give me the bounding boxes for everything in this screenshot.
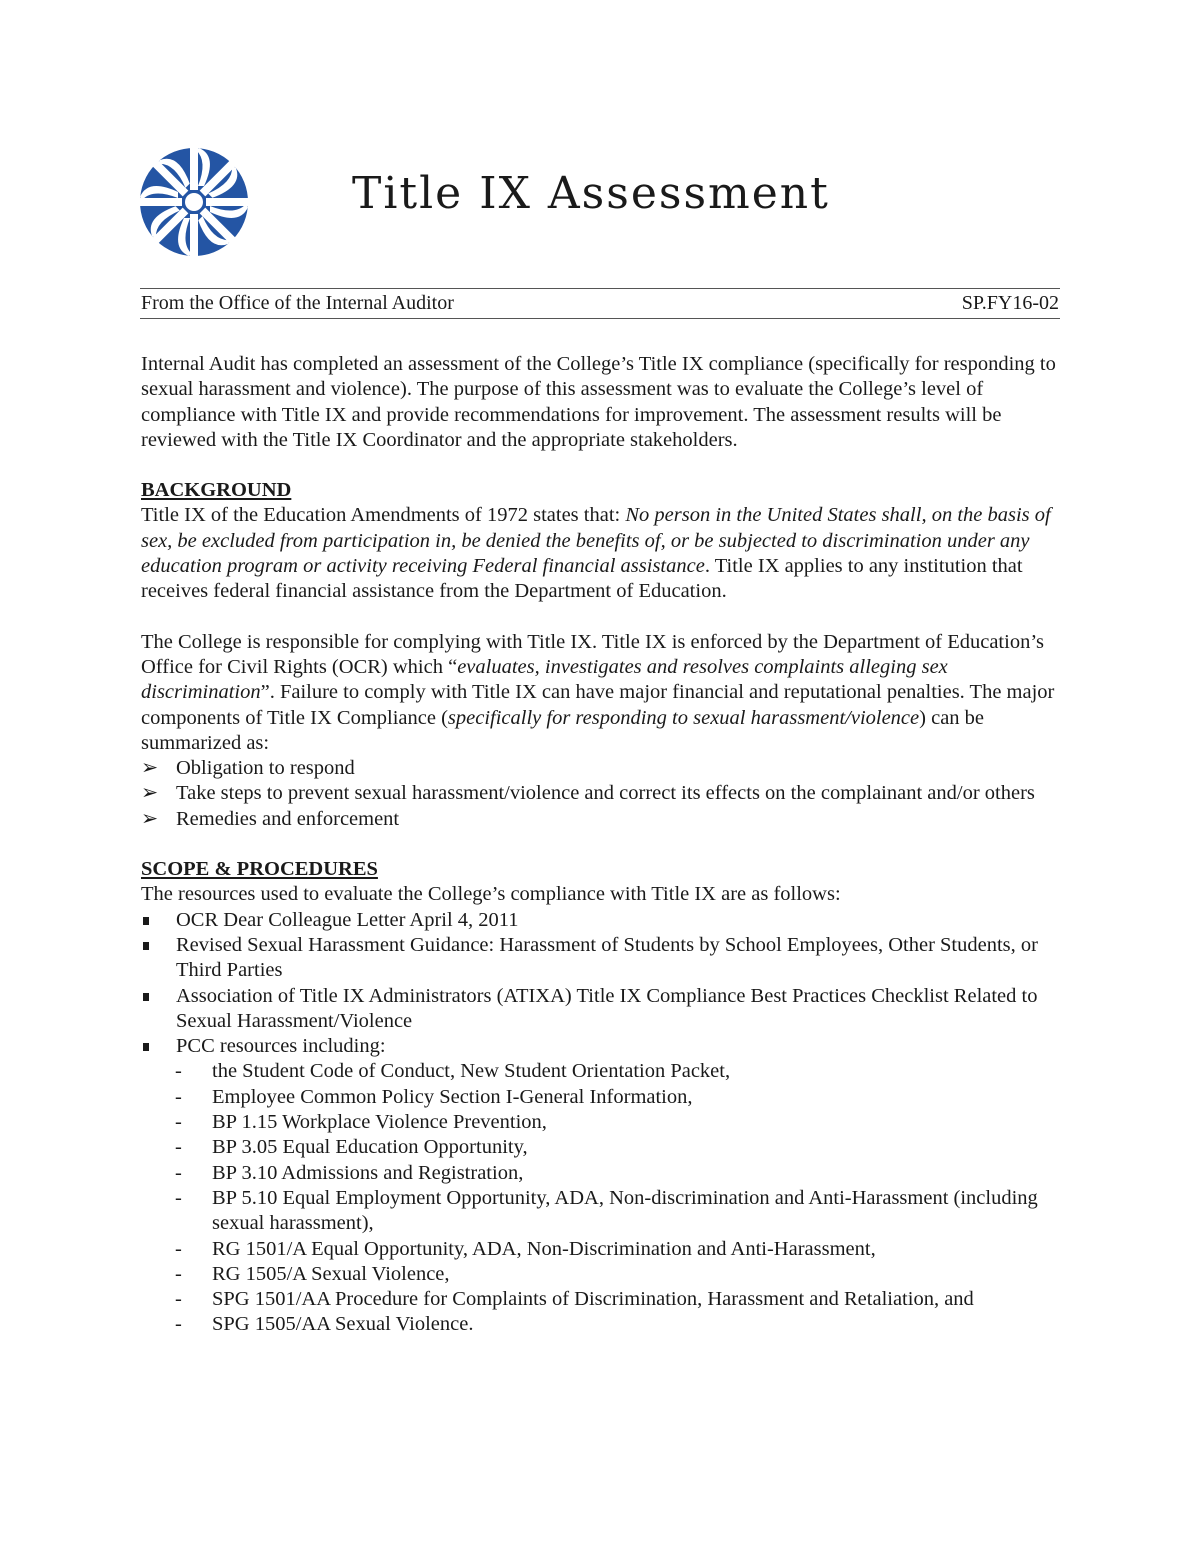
compliance-components-list — [141, 756, 1071, 832]
list-item: - SPG 1505/AA Sexual Violence. — [141, 1312, 1071, 1337]
report-id: SP.FY16-02 — [961, 292, 1059, 314]
list-item: ➢ Take steps to prevent sexual harassment/violence and correct its effects on the complainant and/or others — [141, 781, 1071, 806]
list-item: - Employee Common Policy Section I-General Information, — [141, 1085, 1071, 1110]
list-item: - BP 1.15 Workplace Violence Prevention, — [141, 1110, 1071, 1135]
dash-bullet-icon: - — [175, 1136, 182, 1159]
square-bullet-icon — [141, 933, 171, 958]
office-label: From the Office of the Internal Auditor — [141, 292, 454, 314]
header-meta-row — [141, 292, 1059, 315]
list-item: - SPG 1501/AA Procedure for Complaints of Discrimination, Harassment and Retaliation, and — [141, 1287, 1071, 1312]
pcc-resources-list — [141, 1059, 1071, 1337]
dash-bullet-icon: - — [175, 1262, 182, 1285]
intro-paragraph: Internal Audit has completed an assessment of the College’s Title IX compliance (specifically for responding to sexual harassment and violence). The purpose of this assessment was to evaluate the College’s level of compliance with Title IX and provide recommendations for improvement. The assessment results will be reviewed with the Title IX Coordinator and the appropriate stakeholders. — [141, 353, 1056, 451]
square-bullet-icon — [141, 984, 171, 1009]
list-item: PCC resources including: — [141, 1034, 1071, 1059]
square-bullet-icon — [141, 908, 171, 933]
dash-bullet-icon: - — [175, 1313, 182, 1336]
list-item: - RG 1501/A Equal Opportunity, ADA, Non-Discrimination and Anti-Harassment, — [141, 1237, 1071, 1262]
dash-bullet-icon: - — [175, 1111, 182, 1134]
background-heading: BACKGROUND — [141, 479, 292, 502]
dash-bullet-icon: - — [175, 1060, 182, 1083]
resources-list — [141, 908, 1071, 1060]
document-title: Title IX Assessment — [352, 168, 830, 219]
ocr-quote: evaluates, investigates and resolves complaints alleging sex discrimination — [141, 655, 948, 704]
header-bottom-rule — [140, 318, 1060, 319]
dash-bullet-icon: - — [175, 1161, 182, 1184]
list-item: Association of Title IX Administrators (ATIXA) Title IX Compliance Best Practices Checklist Related to Sexual Harassment/Violence — [141, 984, 1071, 1035]
arrow-bullet-icon: ➢ — [141, 757, 159, 780]
list-item: Revised Sexual Harassment Guidance: Harassment of Students by School Employees, Other Students, or Third Parties — [141, 933, 1071, 984]
list-item: - BP 5.10 Equal Employment Opportunity, ADA, Non-discrimination and Anti-Harassment (including sexual harassment), — [175, 1186, 1038, 1235]
document-body — [141, 352, 1071, 1338]
background-paragraph-2: The College is responsible for complying with Title IX. Title IX is enforced by the Department of Education’s Office for Civil Rights (OCR) which “evaluates, investigates and resolves complaints alleging sex discrimination”. Failure to comply with Title IX can have major financial and reputational penalties. The major components of Title IX Compliance (specifically for responding to sexual harassment/violence) can be summarized as: — [141, 630, 1055, 754]
list-item: OCR Dear Colleague Letter April 4, 2011 — [141, 908, 1071, 933]
list-item: - the Student Code of Conduct, New Student Orientation Packet, — [141, 1059, 1071, 1084]
list-item: ➢ Remedies and enforcement — [141, 807, 1071, 832]
arrow-bullet-icon: ➢ — [141, 782, 159, 805]
dash-bullet-icon: - — [175, 1288, 182, 1311]
list-item: ➢ Obligation to respond — [141, 756, 1071, 781]
list-item: - BP 3.05 Equal Education Opportunity, — [141, 1135, 1071, 1160]
dash-bullet-icon: - — [175, 1186, 182, 1209]
list-item: - BP 3.10 Admissions and Registration, — [141, 1161, 1071, 1186]
dash-bullet-icon: - — [175, 1237, 182, 1260]
dash-bullet-icon: - — [175, 1085, 182, 1108]
header-top-rule — [140, 288, 1060, 289]
college-logo-icon — [138, 146, 250, 258]
arrow-bullet-icon: ➢ — [141, 807, 159, 830]
background-paragraph-1: Title IX of the Education Amendments of 1972 states that: No person in the United States shall, on the basis of sex, be excluded from participation in, be denied the benefits of, or be subjected to discrimination under any education program or activity receiving Federal financial assistance. Title IX applies to any institution that receives federal financial assistance from the Department of Education. — [141, 504, 1051, 603]
list-item: - RG 1505/A Sexual Violence, — [141, 1262, 1071, 1287]
scope-heading: SCOPE & PROCEDURES — [141, 858, 378, 881]
square-bullet-icon — [141, 1034, 171, 1059]
scope-lead: The resources used to evaluate the College’s compliance with Title IX are as follows: — [141, 883, 841, 906]
title-ix-quote: No person in the United States shall, on the basis of sex, be excluded from participation in, be denied the benefits of, or be subjected to discrimination under any education program or activity receiving Federal financial assistance — [141, 504, 1051, 578]
